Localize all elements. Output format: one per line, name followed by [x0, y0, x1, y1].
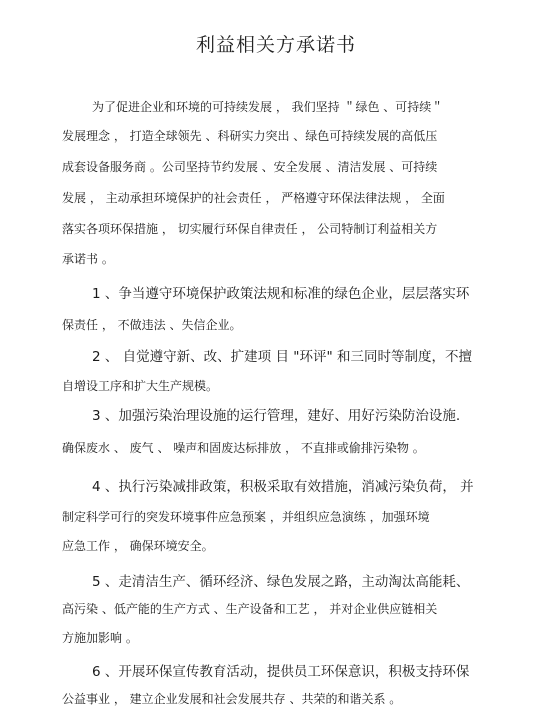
- commitment-item-2-cont: 自增设工序和扩大生产规模。: [62, 379, 219, 393]
- intro-line: 发展 ， 主动承担环境保护的社会责任 ， 严格遵守环保法律法规 ， 全面: [62, 191, 445, 205]
- intro-line: 承诺书 。: [62, 252, 114, 266]
- commitment-item-3: 3 、加强污染治理设施的运行管理，建好、用好污染防治设施.: [92, 408, 461, 424]
- commitment-item-5: 5 、走清洁生产、循环经济、绿色发展之路，主动淘汰高能耗、: [92, 574, 470, 590]
- document-title: 利益相关方承诺书: [195, 34, 356, 56]
- commitment-item-1-cont: 保责任 ， 不做违法 、失信企业。: [62, 318, 242, 332]
- commitment-item-4-cont: 制定科学可行的突发环境事件应急预案 ，并组织应急演练 ，加强环境: [62, 510, 430, 524]
- intro-line: 发展理念 ， 打造全球领先 、科研实力突出 、绿色可持续发展的高低压: [62, 129, 438, 143]
- commitment-item-6: 6 、开展环保宣传教育活动，提供员工环保意识，积极支持环保: [92, 664, 470, 680]
- intro-line: 为了促进企业和环境的可持续发展 ， 我们坚持 ＂绿色 、可持续＂: [92, 100, 444, 114]
- intro-line: 成套设备服务商 。公司坚持节约发展 、安全发展 、清洁发展 、可持续: [62, 160, 438, 174]
- commitment-item-6-cont: 公益事业 ， 建立企业发展和社会发展共存 、共荣的和谐关系 。: [62, 692, 402, 706]
- commitment-item-5-cont: 高污染 、低产能的生产方式 、生产设备和工艺 ， 并对企业供应链相关: [62, 602, 438, 616]
- commitment-item-2: 2 、 自觉遵守新、改、扩建项 目 "环评" 和三同时等制度，不擅: [92, 349, 472, 365]
- intro-line: 落实各项环保措施 ， 切实履行环保自律责任 ， 公司特制订利益相关方: [62, 222, 438, 236]
- commitment-item-4-cont: 应急工作 ， 确保环境安全。: [62, 539, 214, 553]
- commitment-item-4: 4 、执行污染减排政策，积极采取有效措施，消减污染负荷， 并: [92, 479, 474, 495]
- commitment-item-3-cont: 确保废水 、 废气 、 噪声和固废达标排放 ， 不直排或偷排污染物 。: [62, 441, 425, 455]
- commitment-item-5-cont: 方施加影响 。: [62, 631, 138, 645]
- commitment-item-1: 1 、争当遵守环境保护政策法规和标准的绿色企业，层层落实环: [92, 286, 470, 302]
